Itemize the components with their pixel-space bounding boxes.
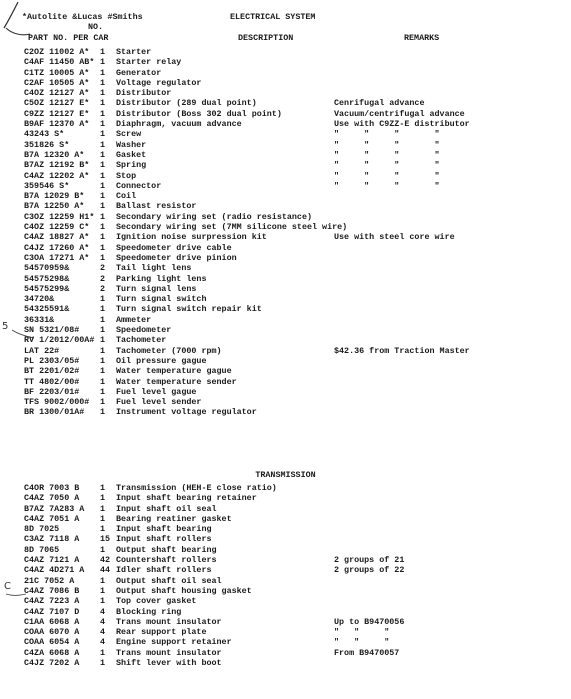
table-row: [0, 222, 571, 232]
part-number: C3OA 17271 A*: [24, 252, 90, 263]
quantity: 1: [100, 314, 106, 325]
quantity: 1: [100, 376, 106, 387]
quantity: 1: [100, 366, 106, 377]
remarks: Use with steel core wire: [334, 232, 455, 243]
part-number: C4AF 11450 AB*: [24, 57, 95, 68]
quantity: 1: [100, 129, 106, 140]
description: Voltage regulator: [116, 77, 202, 88]
part-number: 34720&: [24, 294, 55, 305]
quantity: 4: [100, 606, 106, 617]
quantity: 1: [100, 325, 106, 336]
description: Secondary wiring set (7MM silicone steel wire): [116, 222, 348, 233]
quantity: 1: [100, 119, 106, 130]
part-number: C4OZ 12127 A*: [24, 88, 90, 99]
part-number: C4AZ 4D271 A: [24, 565, 85, 576]
table-row: [0, 160, 571, 170]
quantity: 1: [100, 596, 106, 607]
description: Starter: [116, 47, 152, 57]
remarks: Use with C9ZZ-E distributor: [334, 119, 470, 130]
part-number: C4AZ 7086 B: [24, 585, 80, 596]
quantity: 1: [100, 483, 106, 493]
quantity: 1: [100, 345, 106, 356]
table-row: [0, 212, 571, 222]
part-number: B7AZ 7A283 A: [24, 503, 85, 514]
remarks: Up to B9470056: [334, 616, 405, 627]
quantity: 2: [100, 273, 106, 284]
part-number: C4AZ 7107 D: [24, 606, 80, 617]
description: Trans mount insulator: [116, 647, 222, 658]
part-number: C4JZ 17260 A*: [24, 242, 90, 253]
description: Instrument voltage regulator: [116, 407, 257, 418]
description: Tail light lens: [116, 263, 192, 274]
handwritten-c-mark: C: [4, 581, 11, 592]
part-number: 21C 7052 A: [24, 575, 75, 586]
quantity: 4: [100, 637, 106, 648]
part-number: B7A 12320 A*: [24, 149, 85, 160]
table-row: [0, 504, 571, 514]
quantity: 42: [100, 555, 111, 566]
remarks: $42.36 from Traction Master: [334, 345, 470, 356]
description: Tachometer: [116, 335, 167, 346]
remarks: " " ": [334, 627, 390, 638]
description: Bearing reatiner gasket: [116, 513, 232, 524]
table-row: [0, 483, 571, 493]
table-row: [0, 109, 571, 119]
part-number: BR 1300/01A#: [24, 407, 85, 418]
description: Stop: [116, 170, 137, 181]
table-row: [0, 304, 571, 314]
table-row: [0, 514, 571, 524]
table-row: [0, 387, 571, 397]
quantity: 1: [100, 407, 106, 418]
table-row: [0, 524, 571, 534]
table-row: [0, 596, 571, 606]
table-row: [0, 356, 571, 366]
quantity: 4: [100, 616, 106, 627]
table-row: [0, 129, 571, 139]
table-row: [0, 315, 571, 325]
table-row: [0, 627, 571, 637]
remarks: " " " ": [334, 149, 440, 160]
part-number: 351826 S*: [24, 139, 70, 150]
description: Input shaft oil seal: [116, 503, 217, 514]
remarks: 2 groups of 21: [334, 555, 405, 566]
table-row: [0, 274, 571, 284]
part-number: 36331&: [24, 314, 55, 325]
description: Trans mount insulator: [116, 616, 222, 627]
remarks: Vacuum/centrifugal advance: [334, 108, 465, 119]
description: Turn signal lens: [116, 283, 197, 294]
part-number: B9AF 12370 A*: [24, 119, 90, 130]
quantity: 1: [100, 524, 106, 535]
table-row: [0, 98, 571, 108]
remarks: " " " ": [334, 180, 440, 191]
description: Water temperature sender: [116, 376, 237, 387]
part-number: LAT 22#: [24, 345, 60, 356]
part-number: C4OR 7003 B: [24, 483, 80, 493]
table-row: [0, 346, 571, 356]
electrical-parts-list: [0, 47, 571, 418]
quantity: 1: [100, 77, 106, 88]
description: Generator: [116, 67, 162, 78]
part-number: 43243 S*: [24, 129, 65, 140]
part-number: C1AA 6068 A: [24, 616, 80, 627]
quantity: 1: [100, 397, 106, 408]
description: Rear support plate: [116, 627, 207, 638]
part-number: COAA 6054 A: [24, 637, 80, 648]
quantity: 1: [100, 232, 106, 243]
quantity: 1: [100, 513, 106, 524]
remarks: 2 groups of 22: [334, 565, 405, 576]
table-row: [0, 201, 571, 211]
description: Engine support retainer: [116, 637, 232, 648]
quantity: 1: [100, 493, 106, 504]
quantity: 1: [100, 211, 106, 222]
quantity: 1: [100, 170, 106, 181]
table-row: [0, 88, 571, 98]
table-row: [0, 617, 571, 627]
quantity: 2: [100, 283, 106, 294]
part-number: COAA 6070 A: [24, 627, 80, 638]
table-row: [0, 407, 571, 417]
description: Distributor: [116, 88, 172, 99]
quantity: 1: [100, 335, 106, 346]
quantity: 1: [100, 191, 106, 202]
table-row: [0, 637, 571, 647]
description: Washer: [116, 139, 147, 150]
description: Water temperature gague: [116, 366, 232, 377]
part-number: TFS 9002/000#: [24, 397, 90, 408]
part-number: C4AZ 7050 A: [24, 493, 80, 504]
part-number: C3OZ 12259 H1*: [24, 211, 95, 222]
description: Output shaft oil seal: [116, 575, 222, 586]
table-row: [0, 607, 571, 617]
no-header: NO.: [88, 22, 104, 32]
table-row: [0, 243, 571, 253]
part-number: C4AZ 18827 A*: [24, 232, 90, 243]
table-row: [0, 397, 571, 407]
description: Countershaft rollers: [116, 555, 217, 566]
description: Turn signal switch: [116, 294, 207, 305]
table-row: [0, 335, 571, 345]
part-number: C4AZ 7121 A: [24, 555, 80, 566]
part-number: C9ZZ 12127 E*: [24, 108, 90, 119]
remarks: " " " ": [334, 170, 440, 181]
description: Transmission (HEH-E close ratio): [116, 483, 277, 493]
description: Gasket: [116, 149, 147, 160]
table-row: [0, 284, 571, 294]
quantity: 1: [100, 139, 106, 150]
quantity: 15: [100, 534, 111, 545]
part-number: RV 1/2012/00A#: [24, 335, 95, 346]
remarks: From B9470057: [334, 647, 400, 658]
remarks: " " " ": [334, 129, 440, 140]
table-row: [0, 171, 571, 181]
table-row: [0, 294, 571, 304]
table-row: [0, 78, 571, 88]
quantity: 1: [100, 88, 106, 99]
description: Distributor (Boss 302 dual point): [116, 108, 282, 119]
quantity: 1: [100, 108, 106, 119]
description: Input shaft rollers: [116, 534, 212, 545]
table-row: [0, 68, 571, 78]
quantity: 4: [100, 627, 106, 638]
part-number: SN 5321/08#: [24, 325, 80, 336]
description: Distributor (289 dual point): [116, 98, 257, 109]
table-row: [0, 140, 571, 150]
table-row: [0, 493, 571, 503]
description: Fuel level gague: [116, 386, 197, 397]
part-number: C4JZ 7202 A: [24, 658, 80, 669]
table-row: [0, 119, 571, 129]
part-number: C5OZ 12127 E*: [24, 98, 90, 109]
description: Shift lever with boot: [116, 658, 222, 669]
part-number: 359546 S*: [24, 180, 70, 191]
part-number: 8D 7025: [24, 524, 60, 535]
description: Diaphragm, vacuum advance: [116, 119, 242, 130]
table-row: [0, 555, 571, 565]
description: Output shaft bearing: [116, 544, 217, 555]
table-row: [0, 534, 571, 544]
description: Turn signal switch repair kit: [116, 304, 262, 315]
description: Spring: [116, 160, 147, 171]
quantity: 1: [100, 67, 106, 78]
part-number: TT 4802/00#: [24, 376, 80, 387]
description: Speedometer drive pinion: [116, 252, 237, 263]
description: Parking light lens: [116, 273, 207, 284]
quantity: 1: [100, 160, 106, 171]
handwritten-five: 5: [2, 321, 9, 332]
table-row: [0, 150, 571, 160]
table-row: [0, 545, 571, 555]
quantity: 2: [100, 263, 106, 274]
table-row: [0, 565, 571, 575]
table-row: [0, 658, 571, 668]
part-number: C3AZ 7118 A: [24, 534, 80, 545]
quantity: 44: [100, 565, 111, 576]
part-number: B7A 12250 A*: [24, 201, 85, 212]
quantity: 1: [100, 98, 106, 109]
table-row: [0, 586, 571, 596]
quantity: 1: [100, 201, 106, 212]
description-header: DESCRIPTION: [238, 33, 294, 43]
description: Fuel level sender: [116, 397, 202, 408]
part-number: 54575299&: [24, 283, 70, 294]
description: Ballast resistor: [116, 201, 197, 212]
quantity: 1: [100, 294, 106, 305]
quantity: 1: [100, 503, 106, 514]
quantity: 1: [100, 180, 106, 191]
part-number: PL 2303/05#: [24, 355, 80, 366]
part-number: 54570959&: [24, 263, 70, 274]
table-row: [0, 181, 571, 191]
quantity: 1: [100, 242, 106, 253]
description: Speedometer: [116, 325, 172, 336]
remarks: " " " ": [334, 139, 440, 150]
table-row: [0, 325, 571, 335]
table-row: [0, 366, 571, 376]
description: Idler shaft rollers: [116, 565, 212, 576]
table-row: [0, 648, 571, 658]
part-number: C4ZA 6068 A: [24, 647, 80, 658]
part-number: 54575298&: [24, 273, 70, 284]
quantity: 1: [100, 252, 106, 263]
description: Oil pressure gague: [116, 355, 207, 366]
table-row: [0, 191, 571, 201]
description: Blocking ring: [116, 606, 182, 617]
document-title: ELECTRICAL SYSTEM: [230, 12, 316, 22]
table-row: [0, 232, 571, 242]
description: Input shaft bearing: [116, 524, 212, 535]
brand-legend: *Autolite &Lucas #Smiths: [22, 12, 143, 22]
table-row: [0, 47, 571, 57]
part-number: C2OZ 11002 A*: [24, 47, 90, 57]
quantity: 1: [100, 544, 106, 555]
table-row: [0, 253, 571, 263]
part-number: C2AF 10505 A*: [24, 77, 90, 88]
quantity: 1: [100, 355, 106, 366]
part-number: 54325591&: [24, 304, 70, 315]
part-number: 8D 7065: [24, 544, 60, 555]
remarks: " " ": [334, 637, 390, 648]
table-row: [0, 576, 571, 586]
part-number: BT 2201/02#: [24, 366, 80, 377]
quantity: 1: [100, 575, 106, 586]
description: Secondary wiring set (radio resistance): [116, 211, 313, 222]
part-number: C4AZ 12202 A*: [24, 170, 90, 181]
description: Ammeter: [116, 314, 152, 325]
quantity: 1: [100, 57, 106, 68]
part-number: C1TZ 10005 A*: [24, 67, 90, 78]
description: Top cover gasket: [116, 596, 197, 607]
description: Screw: [116, 129, 142, 140]
transmission-parts-list: [0, 483, 571, 668]
remarks: Cenrifugal advance: [334, 98, 425, 109]
part-number: BF 2203/01#: [24, 386, 80, 397]
quantity: 1: [100, 647, 106, 658]
table-row: [0, 377, 571, 387]
description: Speedometer drive cable: [116, 242, 232, 253]
description: Output shaft housing gasket: [116, 585, 252, 596]
quantity: 1: [100, 658, 106, 669]
description: Tachometer (7000 rpm): [116, 345, 222, 356]
table-row: [0, 263, 571, 273]
quantity: 1: [100, 149, 106, 160]
quantity: 1: [100, 47, 106, 57]
description: Input shaft bearing retainer: [116, 493, 257, 504]
part-number: C4AZ 7051 A: [24, 513, 80, 524]
quantity: 1: [100, 304, 106, 315]
part-number: C4AZ 7223 A: [24, 596, 80, 607]
part-number: C4OZ 12259 C*: [24, 222, 90, 233]
transmission-section-title: TRANSMISSION: [255, 470, 316, 480]
description: Starter relay: [116, 57, 182, 68]
quantity: 1: [100, 386, 106, 397]
remarks-header: REMARKS: [404, 33, 440, 43]
part-number: B7A 12029 B*: [24, 191, 85, 202]
quantity: 1: [100, 585, 106, 596]
part-number: B7AZ 12192 B*: [24, 160, 90, 171]
description: Connector: [116, 180, 162, 191]
description: Coil: [116, 191, 137, 202]
description: Ignition noise surpression kit: [116, 232, 267, 243]
remarks: " " " ": [334, 160, 440, 171]
quantity: 1: [100, 222, 106, 233]
table-row: [0, 57, 571, 67]
part-no-per-car-header: PART NO. PER CAR: [28, 33, 109, 43]
